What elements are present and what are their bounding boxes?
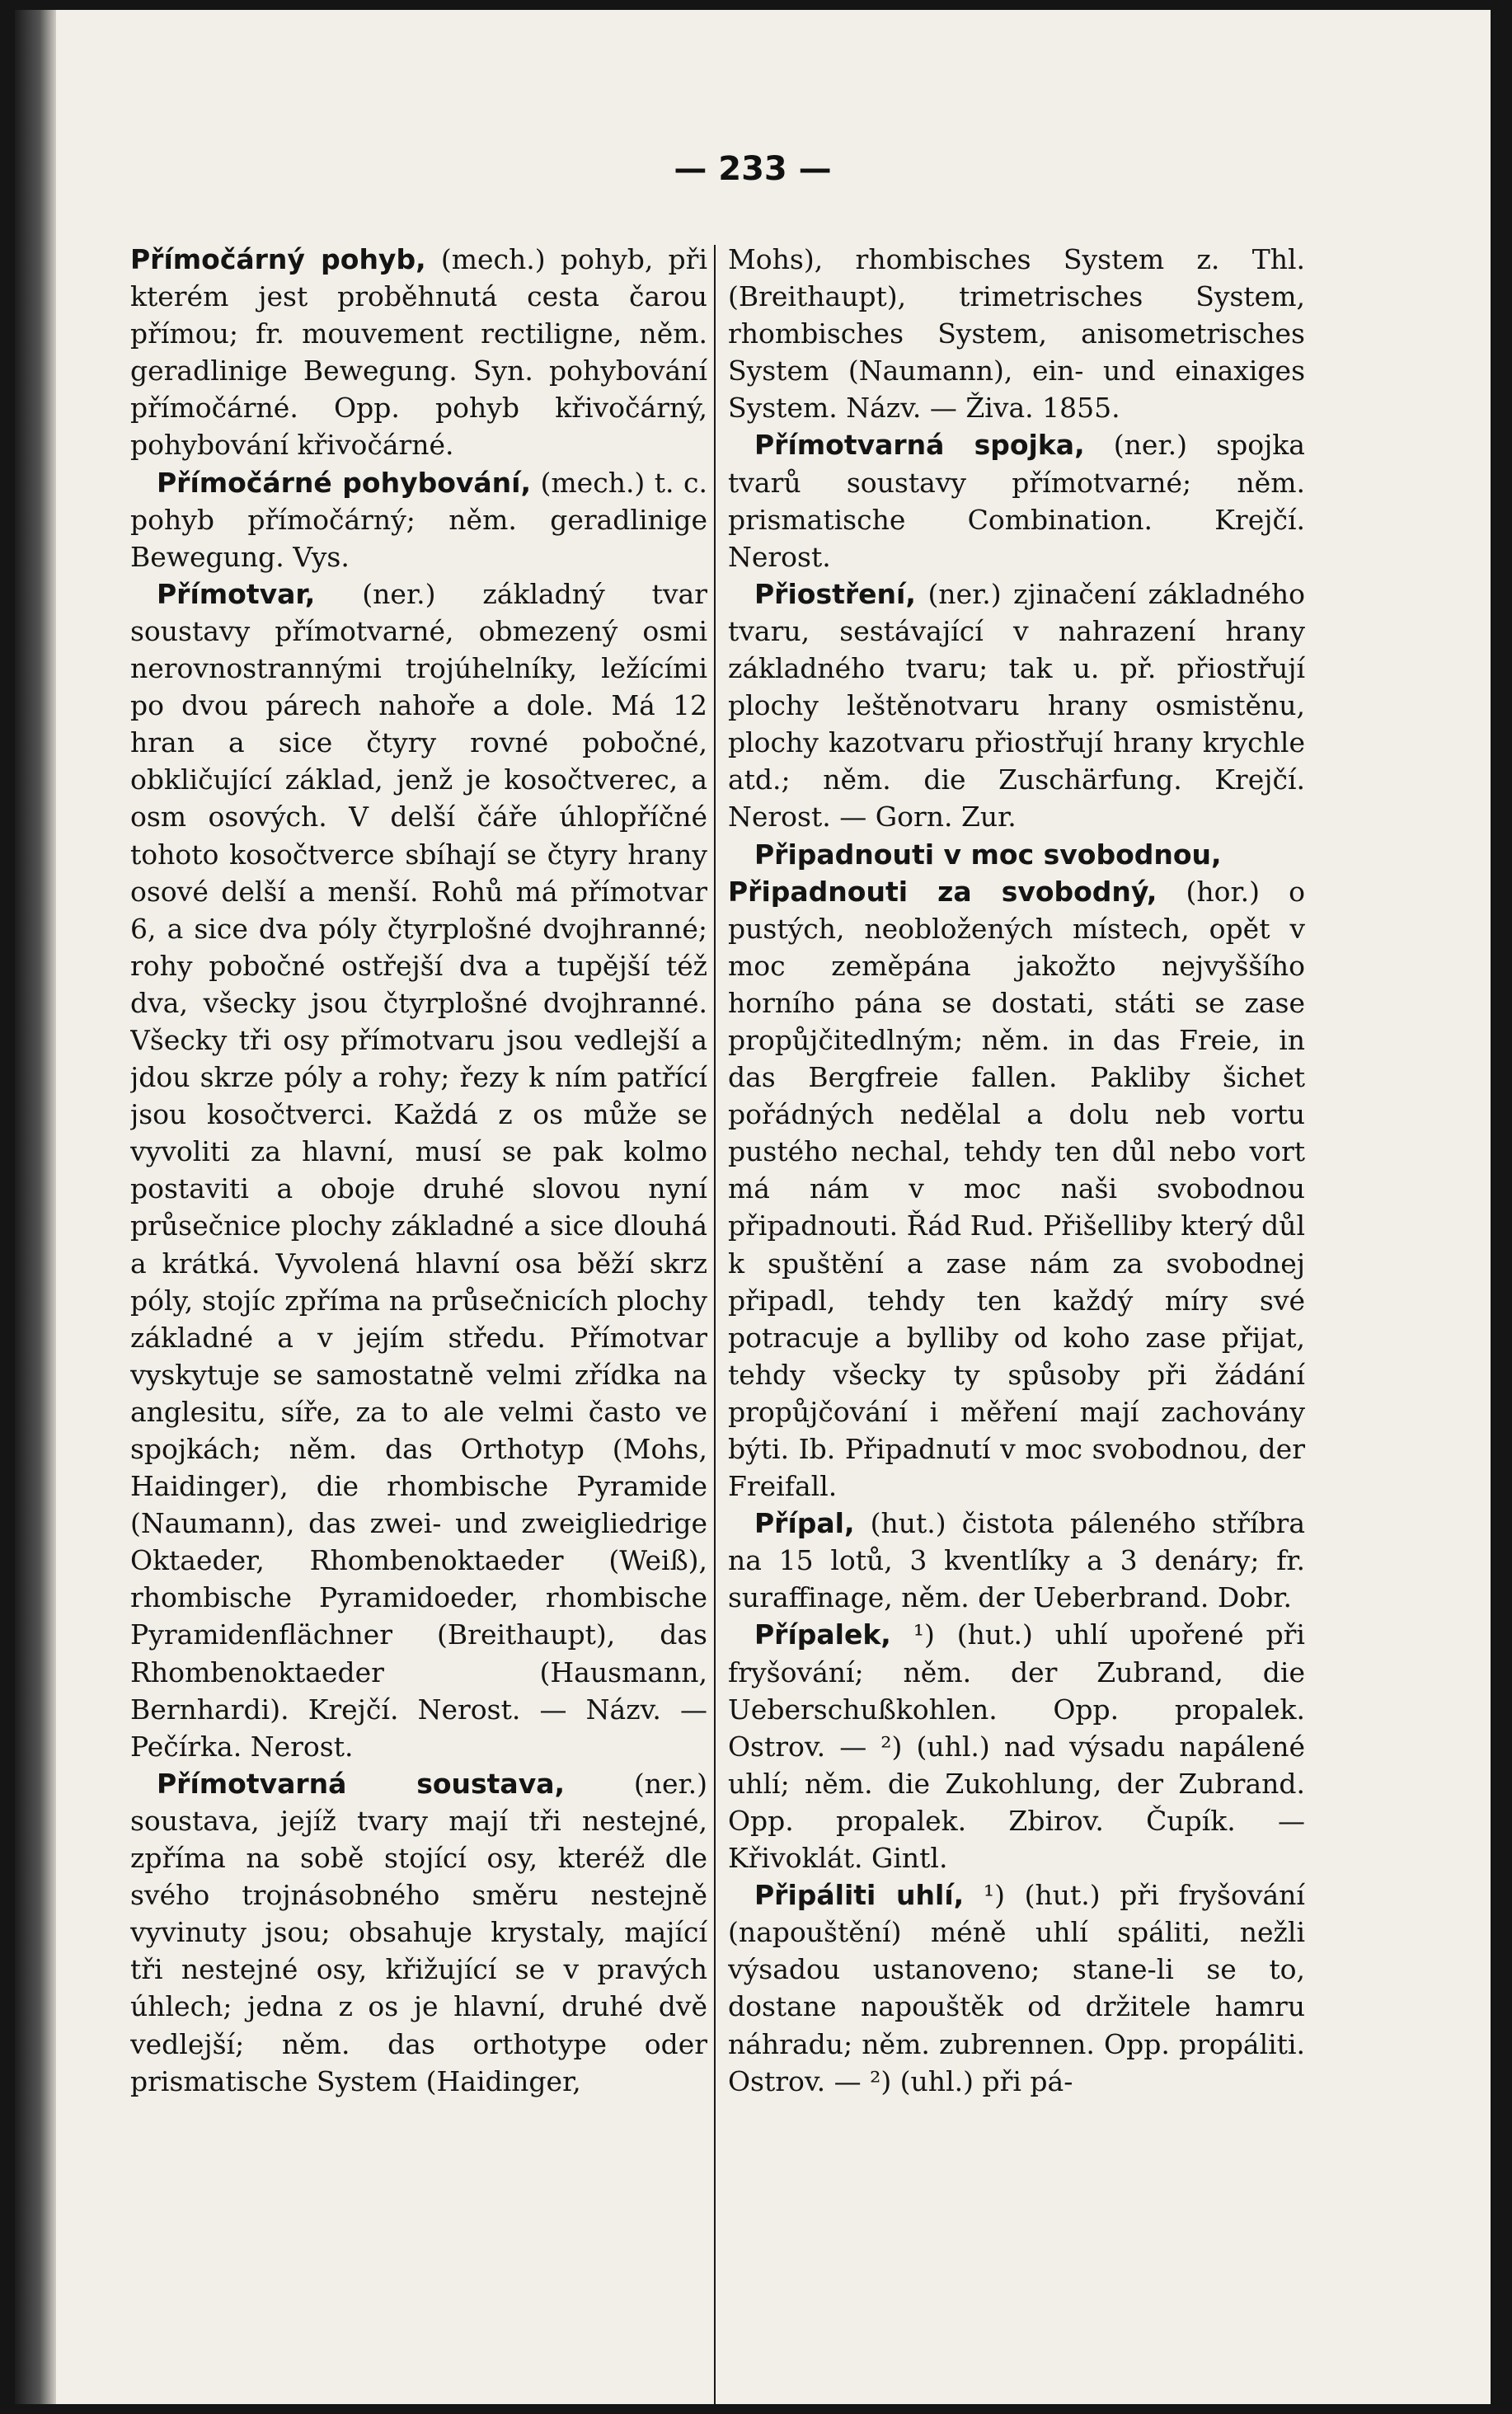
- dictionary-entry: [728, 873, 1305, 1505]
- entry-headword: Přímotvar,: [157, 577, 316, 610]
- entry-definition: ¹) (hut.) uhlí upořené při fryšování; něm. der Zubrand, die Ueberschußkohlen. Opp. propalek. Ostrov. — ²) (uhl.) nad výsadu napálené uhlí; něm. die Zukohlung, der Zubrand. Opp. propalek. Zbirov. Čupík. — Křivoklát. Gintl.: [728, 1618, 1305, 1875]
- entry-definition: ¹) (hut.) při fryšování (napouštění) méně uhlí spáliti, nežli výsadou ustanoveno; stane-li se to, dostane napouštěk od držitele hamru náhradu; něm. zubrennen. Opp. propáliti. Ostrov. — ²) (uhl.) při pá-: [728, 1879, 1305, 2097]
- dictionary-entry: [130, 1765, 707, 2100]
- entry-headword: Přímotvarná spojka,: [754, 429, 1085, 462]
- dictionary-entry: [728, 1616, 1305, 1876]
- page-number: — 233 —: [674, 150, 832, 188]
- entry-headword: Připadnouti za svobodný,: [728, 875, 1157, 908]
- dictionary-entry: [130, 241, 707, 464]
- entry-definition: (hut.) čistota páleného stříbra na 15 lotů, 3 kventlíky a 3 denáry; fr. suraffinage, něm. der Ueberbrand. Dobr.: [728, 1507, 1305, 1614]
- entry-headword: Přímočárný pohyb,: [130, 243, 426, 275]
- entry-definition: (ner.) zjinačení základného tvaru, sestávající v nahrazení hrany základného tvaru; tak u. př. přiostřují plochy leštěnotvaru hrany osmistěnu, plochy kazotvaru přiostřují hrany krychle atd.; něm. die Zuschärfung. Krejčí. Nerost. — Gorn. Zur.: [728, 577, 1305, 834]
- entry-definition: (mech.) pohyb, při kterém jest proběhnutá cesta čarou přímou; fr. mouvement rectiligne, něm. geradlinige Bewegung. Syn. pohybování přímočárné. Opp. pohyb křivočárný, pohybování křivočárné.: [130, 243, 707, 462]
- entry-headword: Připáliti uhlí,: [754, 1879, 965, 1912]
- dictionary-page: [15, 10, 1491, 2404]
- dictionary-entry: [728, 1876, 1305, 2100]
- dictionary-entry: [728, 1505, 1305, 1616]
- entry-headword: Přípalek,: [754, 1618, 891, 1651]
- dictionary-entry: [130, 575, 707, 1765]
- entry-definition: (ner.) základný tvar soustavy přímotvarné, obmezený osmi nerovnostrannými trojúhelníky, ležícími po dvou párech nahoře a dole. Má 12 hran a sice čtyry rovné pobočné, obkličující základ, jenž je kosočtverec, a osm osových. V delší čáře úhlopříčné tohoto kosočtverce sbíhají se čtyry hrany osové delší a menší. Rohů má přímotvar 6, a sice dva póly čtyrplošné dvojhranné; rohy pobočné ostřejší dva a tupější též dva, všecky jsou čtyrplošné dvojhranné. Všecky tři osy přímotvaru jsou vedlejší a jdou skrze póly a rohy; řezy k ním patřící jsou kosočtverci. Každá z os může se vyvoliti za hlavní, musí se pak kolmo postaviti a oboje druhé slovou nyní průsečnice plochy základné a sice dlouhá a krátká. Vyvolená hlavní osa běží skrz póly, stojíc zpříma na průsečnicích plochy základné a v jejím středu. Přímotvar vyskytuje se samostatně velmi zřídka na anglesitu, síře, za to ale velmi často ve spojkách; něm. das Orthotyp (Mohs, Haidinger), die rhombische Pyramide (Naumann), das zwei- und zweigliedrige Oktaeder, Rhombenoktaeder (Weiß), rhombische Pyramidoeder, rhombische Pyramidenflächner (Breithaupt), das Rhombenoktaeder (Hausmann, Bernhardi). Krejčí. Nerost. — Názv. — Pečírka. Nerost.: [130, 577, 707, 1763]
- entry-headword: Přímotvarná soustava,: [157, 1767, 566, 1800]
- column-divider: [714, 245, 716, 2404]
- entry-headword: Přípal,: [754, 1507, 855, 1540]
- right-column: [728, 241, 1305, 2330]
- entry-definition: (ner.) spojka tvarů soustavy přímotvarné; něm. prismatische Combination. Krejčí. Nerost.: [728, 429, 1305, 573]
- entry-definition: (ner.) soustava, jejíž tvary mají tři nestejné, zpříma na sobě stojící osy, kteréž dle svého trojnásobného směru nestejně vyvinuty jsou; obsahuje krystaly, mající tři nestejné osy, křižující se v pravých úhlech; jedna z os je hlavní, druhé dvě vedlejší; něm. das orthotype oder prismatische System (Haidinger,: [130, 1767, 707, 2097]
- dictionary-entry: [130, 464, 707, 575]
- dictionary-entry: [728, 426, 1305, 575]
- entry-headword: Přímočárné pohybování,: [157, 466, 532, 499]
- dictionary-entry-continued: [728, 241, 1305, 426]
- entry-headword: Připadnouti v moc svobodnou,: [754, 838, 1222, 871]
- entry-definition: (hor.) o pustých, neobložených místech, opět v moc zeměpána jakožto nejvyššího horního pána se dostati, státi se zase propůjčitedlným; něm. in das Freie, in das Bergfreie fallen. Pakliby šichet pořádných nedělal a dolu neb vortu pustého nechal, tehdy ten důl nebo vort má nám v moc naši svobodnou připadnouti. Řád Rud. Přišelliby který důl k spuštění a zase nám za svobodnej připadl, tehdy ten každý míry své potracuje a bylliby od koho zase přijat, tehdy všecky ty spůsoby při žádání propůjčování i měření mají zachovány býti. Ib. Připadnutí v moc svobodnou, der Freifall.: [728, 875, 1305, 1503]
- left-column: [130, 241, 707, 2330]
- entry-definition: (mech.) t. c. pohyb přímočárný; něm. geradlinige Bewegung. Vys.: [130, 466, 707, 573]
- entry-headword: Přiostření,: [754, 577, 916, 610]
- entry-definition: Mohs), rhombisches System z. Thl. (Breithaupt), trimetrisches System, rhombisches System, anisometrisches System (Naumann), ein- und einaxiges System. Názv. — Živa. 1855.: [728, 243, 1305, 425]
- dictionary-entry: [728, 575, 1305, 836]
- dictionary-entry: [728, 836, 1305, 873]
- book-binding-edge: [15, 10, 56, 2404]
